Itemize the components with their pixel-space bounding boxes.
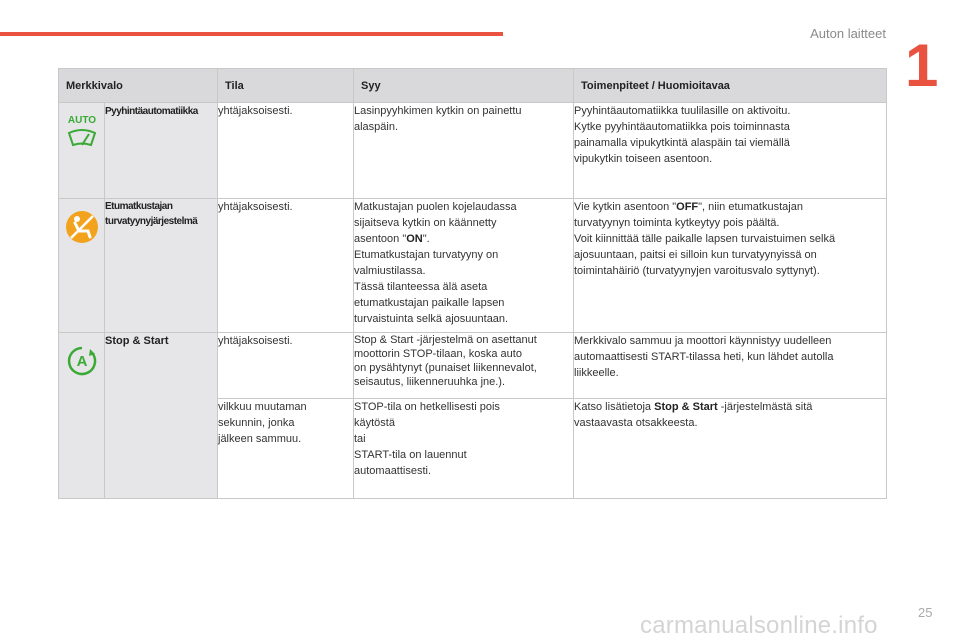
action-line: Pyyhintäautomatiikka tuulilasille on aktivoitu. [574,105,791,117]
cause-line: automaattisesti. [354,465,432,477]
cause-line: alaspäin. [354,121,399,133]
cause-line: on pysähtynyt (punaiset liikennevalot, [354,362,537,374]
state-cell [218,399,354,499]
action-line: Voit kiinnittää tälle paikalle lapsen turvaistuimen selkä [574,233,836,245]
state-line: vilkkuu muutaman [218,401,307,413]
cause-line: käytöstä [354,417,395,429]
cause-emphasis: ON [406,233,423,245]
table-row [59,199,887,333]
cause-line: sijaitseva kytkin on käännetty [354,217,497,229]
state-cell [218,333,354,399]
action-cell [574,333,887,399]
accent-bar [0,32,503,36]
indicator-name: turvatyynyjärjestelmä [105,216,198,227]
page-number: 25 [918,605,933,620]
indicator-name: Pyyhintäautomatiikka [105,106,198,117]
header-action: Toimenpiteet / Huomioitavaa [574,69,887,103]
state-cell [218,103,354,199]
action-cell [574,103,887,199]
action-text: ", niin etumatkustajan [698,201,803,213]
state-text: yhtäjaksoisesti. [218,201,293,213]
table-row [59,103,887,199]
action-text: -järjestelmästä sitä [717,401,813,413]
table-header-row [59,69,887,103]
watermark: carmanualsonline.info [640,612,878,639]
action-line: automaattisesti START-tilassa heti, kun lähdet autolla [574,351,834,363]
action-line: vipukytkin toiseen asentoon. [574,153,713,165]
cause-line: Stop & Start -järjestelmä on asettanut [354,334,537,346]
cause-cell [354,199,574,333]
passenger-airbag-off-icon [64,209,100,245]
indicator-icon-cell [59,333,105,499]
section-title: Auton laitteet [810,26,886,41]
cause-line: tai [354,433,366,445]
state-text: yhtäjaksoisesti. [218,335,293,347]
cause-cell [354,103,574,199]
cause-line: STOP-tila on hetkellisesti pois [354,401,500,413]
cause-line: valmiustilassa. [354,265,426,277]
stop-start-icon-label: A [76,353,87,370]
action-line: Merkkivalo sammuu ja moottori käynnistyy uudelleen [574,335,832,347]
indicator-icon-cell [59,199,105,333]
indicator-name: Etumatkustajan [105,201,173,212]
action-line: vastaavasta otsakkeesta. [574,417,698,429]
action-line [574,399,886,415]
cause-line: moottorin STOP-tilaan, koska auto [354,348,522,360]
stop-start-icon [64,343,100,379]
header-indicator: Merkkivalo [59,69,218,103]
indicator-name-cell [105,199,218,333]
cause-line: Etumatkustajan turvatyyny on [354,249,499,261]
cause-line: Matkustajan puolen kojelaudassa [354,201,517,213]
action-cell [574,199,887,333]
indicator-name: Stop & Start [105,335,169,347]
state-line: sekunnin, jonka [218,417,295,429]
action-line: toimintahäiriö (turvatyynyjen varoitusvalo syttynyt). [574,265,820,277]
indicator-table [58,68,887,499]
indicator-name-cell [105,333,218,499]
auto-wiper-icon-label: AUTO [67,115,96,126]
cause-line: START-tila on lauennut [354,449,467,461]
action-emphasis: OFF [676,201,699,213]
action-emphasis: Stop & Start [654,401,718,413]
cause-text: asentoon " [354,233,407,245]
cause-line: Tässä tilanteessa älä aseta [354,281,488,293]
action-line [574,199,886,215]
state-text: yhtäjaksoisesti. [218,105,293,117]
state-cell [218,199,354,333]
action-line: liikkeelle. [574,367,619,379]
action-line: painamalla vipukytkintä alaspäin tai viemällä [574,137,790,149]
header-cause: Syy [354,69,574,103]
cause-cell [354,399,574,499]
cause-line: turvaistuinta selkä ajosuuntaan. [354,313,509,325]
cause-line: etumatkustajan paikalle lapsen [354,297,505,309]
header-state: Tila [218,69,354,103]
state-line: jälkeen sammuu. [218,433,302,445]
cause-line: Lasinpyyhkimen kytkin on painettu [354,105,522,117]
cause-text: ". [422,233,430,245]
auto-wiper-icon [64,113,100,155]
indicator-icon-cell [59,103,105,199]
action-line: Kytke pyyhintäautomatiikka pois toiminnasta [574,121,790,133]
chapter-number: 1 [905,32,939,99]
cause-cell [354,333,574,399]
action-line: ajosuuntaan, paitsi ei silloin kun turvatyynyissä on [574,249,817,261]
cause-line [354,231,573,247]
action-text: Vie kytkin asentoon " [574,201,677,213]
table-row [59,333,887,399]
action-text: Katso lisätietoja [574,401,655,413]
indicator-name-cell [105,103,218,199]
action-line: turvatyynyn toiminta kytkeytyy pois päältä. [574,217,780,229]
cause-line: seisautus, liikenneruuhka jne.). [354,376,506,388]
action-cell [574,399,887,499]
